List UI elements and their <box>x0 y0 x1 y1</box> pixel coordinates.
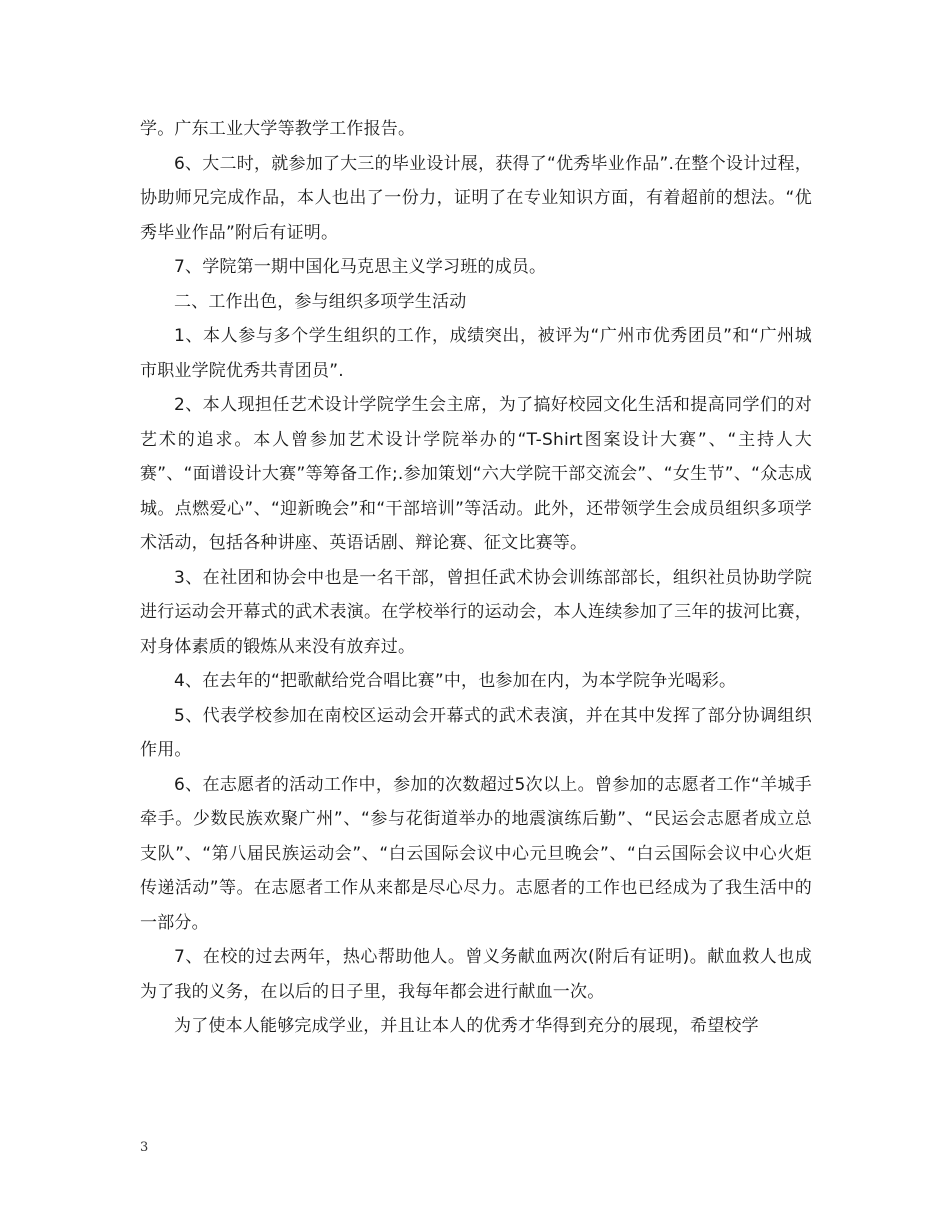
paragraph: 1、本人参与多个学生组织的工作，成绩突出，被评为“广州市优秀团员”和“广州城市职业学院优秀共青团员”. <box>140 326 812 381</box>
paragraph: 为了使本人能够完成学业，并且让本人的优秀才华得到充分的展现，希望校学 <box>174 1016 759 1036</box>
paragraph: 学。广东工业大学等教学工作报告。 <box>140 119 416 139</box>
section-heading: 二、工作出色，参与组织多项学生活动 <box>174 291 467 312</box>
paragraph: 3、在社团和协会中也是一名干部，曾担任武术协会训练部部长，组织社员协助学院进行运动会开幕式的武术表演。在学校举行的运动会，本人连续参加了三年的拔河比赛，对身体素质的锻炼从来没有放弃过。 <box>140 567 812 657</box>
paragraph: 5、代表学校参加在南校区运动会开幕式的武术表演，并在其中发挥了部分协调组织作用。 <box>140 705 812 760</box>
paragraph: 6、大二时，就参加了大三的毕业设计展，获得了“优秀毕业作品”.在整个设计过程，协助师兄完成作品，本人也出了一份力，证明了在专业知识方面，有着超前的想法。“优秀毕业作品”附后有证明。 <box>140 153 812 243</box>
paragraph: 7、学院第一期中国化马克思主义学习班的成员。 <box>174 257 547 277</box>
page-number: 3 <box>140 1140 149 1155</box>
paragraph: 6、在志愿者的活动工作中，参加的次数超过5次以上。曾参加的志愿者工作“羊城手牵手。少数民族欢聚广州”、“参与花街道举办的地震演练后勤”、“民运会志愿者成立总支队”、“第八届民族运动会”、“白云国际会议中心元旦晚会”、“白云国际会议中心火炬传递活动”等。在志愿者工作从来都是尽心尽力。志愿者的工作也已经成为了我生活中的一部分。 <box>140 774 812 933</box>
paragraph: 7、在校的过去两年，热心帮助他人。曾义务献血两次(附后有证明)。献血救人也成为了我的义务，在以后的日子里，我每年都会进行献血一次。 <box>140 947 812 1002</box>
paragraph: 4、在去年的“把歌献给党合唱比赛”中，也参加在内，为本学院争光喝彩。 <box>174 671 737 691</box>
document-body <box>140 112 812 1044</box>
paragraph: 2、本人现担任艺术设计学院学生会主席，为了搞好校园文化生活和提高同学们的对艺术的追求。本人曾参加艺术设计学院举办的“T-Shirt图案设计大赛”、“主持人大赛”、“面谱设计大赛”等筹备工作;.参加策划“六大学院干部交流会”、“女生节”、“众志成城。点燃爱心”、“迎新晚会”和“干部培训”等活动。此外，还带领学生会成员组织多项学术活动，包括各种讲座、英语话剧、辩论赛、征文比赛等。 <box>140 395 812 553</box>
